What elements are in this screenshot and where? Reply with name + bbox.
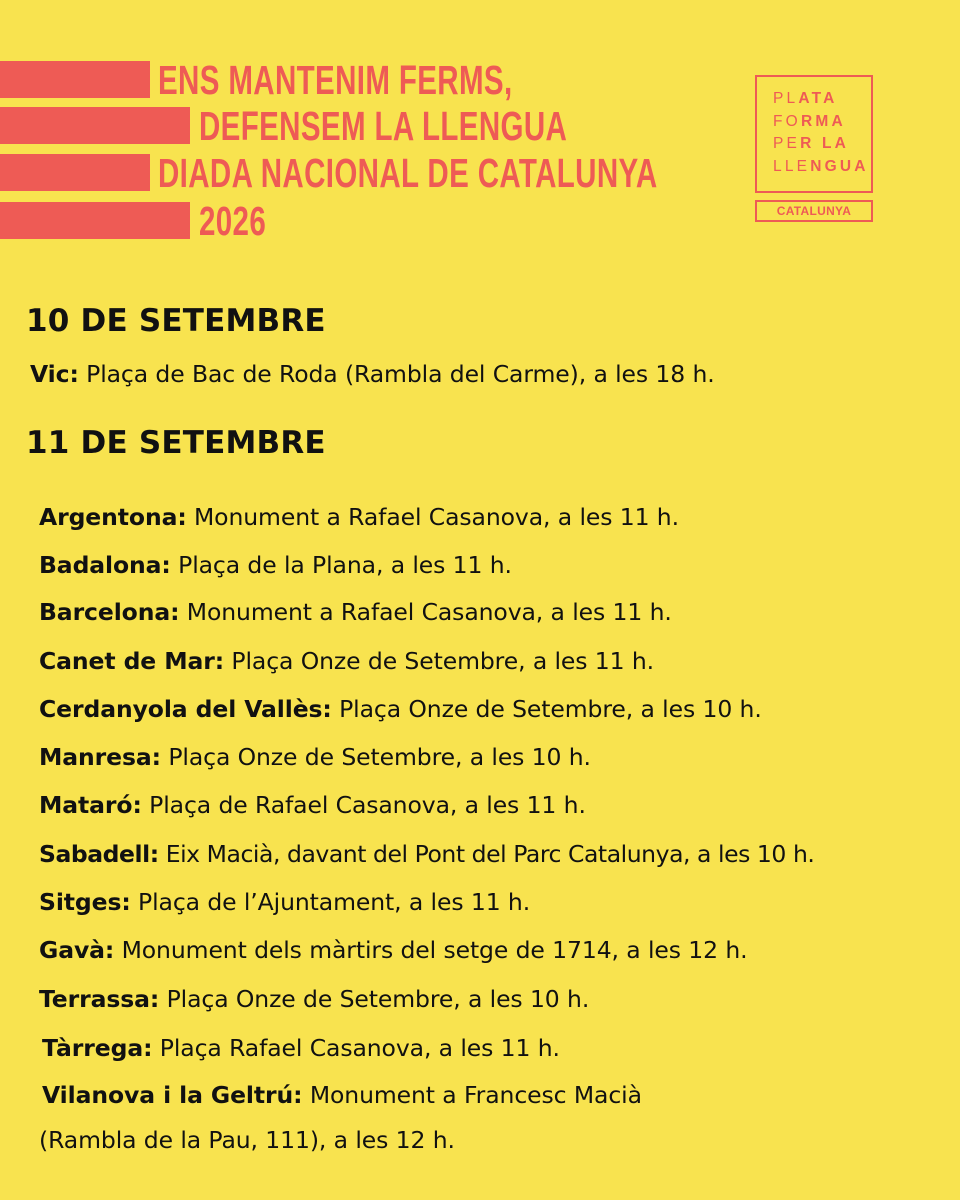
event-vic: Vic: Plaça de Bac de Roda (Rambla del Carme), a les 18 h.	[30, 360, 715, 388]
event-mataro: Mataró: Plaça de Rafael Casanova, a les 11 h.	[39, 791, 586, 819]
event-tarrega: Tàrrega: Plaça Rafael Casanova, a les 11 h.	[42, 1034, 560, 1062]
logo-row-4: LLENGUA	[773, 157, 869, 175]
event-vilanova: Vilanova i la Geltrú: Monument a Francesc Macià	[42, 1081, 642, 1109]
event-sitges: Sitges: Plaça de l’Ajuntament, a les 11 h.	[39, 888, 531, 916]
event-canet-de-mar: Canet de Mar: Plaça Onze de Setembre, a les 11 h.	[39, 647, 655, 675]
event-gava: Gavà: Monument dels màrtirs del setge de 1714, a les 12 h.	[39, 936, 748, 964]
event-terrassa: Terrassa: Plaça Onze de Setembre, a les 10 h.	[39, 985, 590, 1013]
event-vilanova-continued: (Rambla de la Pau, 111), a les 12 h.	[39, 1126, 455, 1154]
logo-row-1: PLATA	[773, 90, 838, 107]
headline-line-1: ENS MANTENIM FERMS,	[158, 57, 513, 103]
stripe-4	[0, 202, 190, 239]
event-badalona: Badalona: Plaça de la Plana, a les 11 h.	[39, 551, 512, 579]
event-argentona: Argentona: Monument a Rafael Casanova, a les 11 h.	[39, 503, 679, 531]
headline-line-2: DEFENSEM LA LLENGUA	[199, 103, 568, 149]
headline-line-3: DIADA NACIONAL DE CATALUNYA	[158, 150, 658, 196]
stripe-2	[0, 107, 190, 144]
event-barcelona: Barcelona: Monument a Rafael Casanova, a les 11 h.	[39, 598, 672, 626]
logo-row-3: PER LA	[773, 135, 850, 152]
stripe-3	[0, 154, 150, 191]
event-manresa: Manresa: Plaça Onze de Setembre, a les 10 h.	[39, 743, 591, 771]
plataforma-logo	[755, 75, 873, 193]
headline-year: 2026	[199, 198, 267, 244]
stripe-1	[0, 61, 150, 98]
event-cerdanyola: Cerdanyola del Vallès: Plaça Onze de Setembre, a les 10 h.	[39, 695, 762, 723]
date-heading-10-setembre: 10 DE SETEMBRE	[26, 303, 326, 339]
logo-row-2: FORMA	[773, 112, 846, 130]
logo-catalunya-tag: CATALUNYA	[755, 200, 873, 222]
event-sabadell: Sabadell: Eix Macià, davant del Pont del Parc Catalunya, a les 10 h.	[39, 840, 815, 868]
date-heading-11-setembre: 11 DE SETEMBRE	[26, 425, 326, 461]
